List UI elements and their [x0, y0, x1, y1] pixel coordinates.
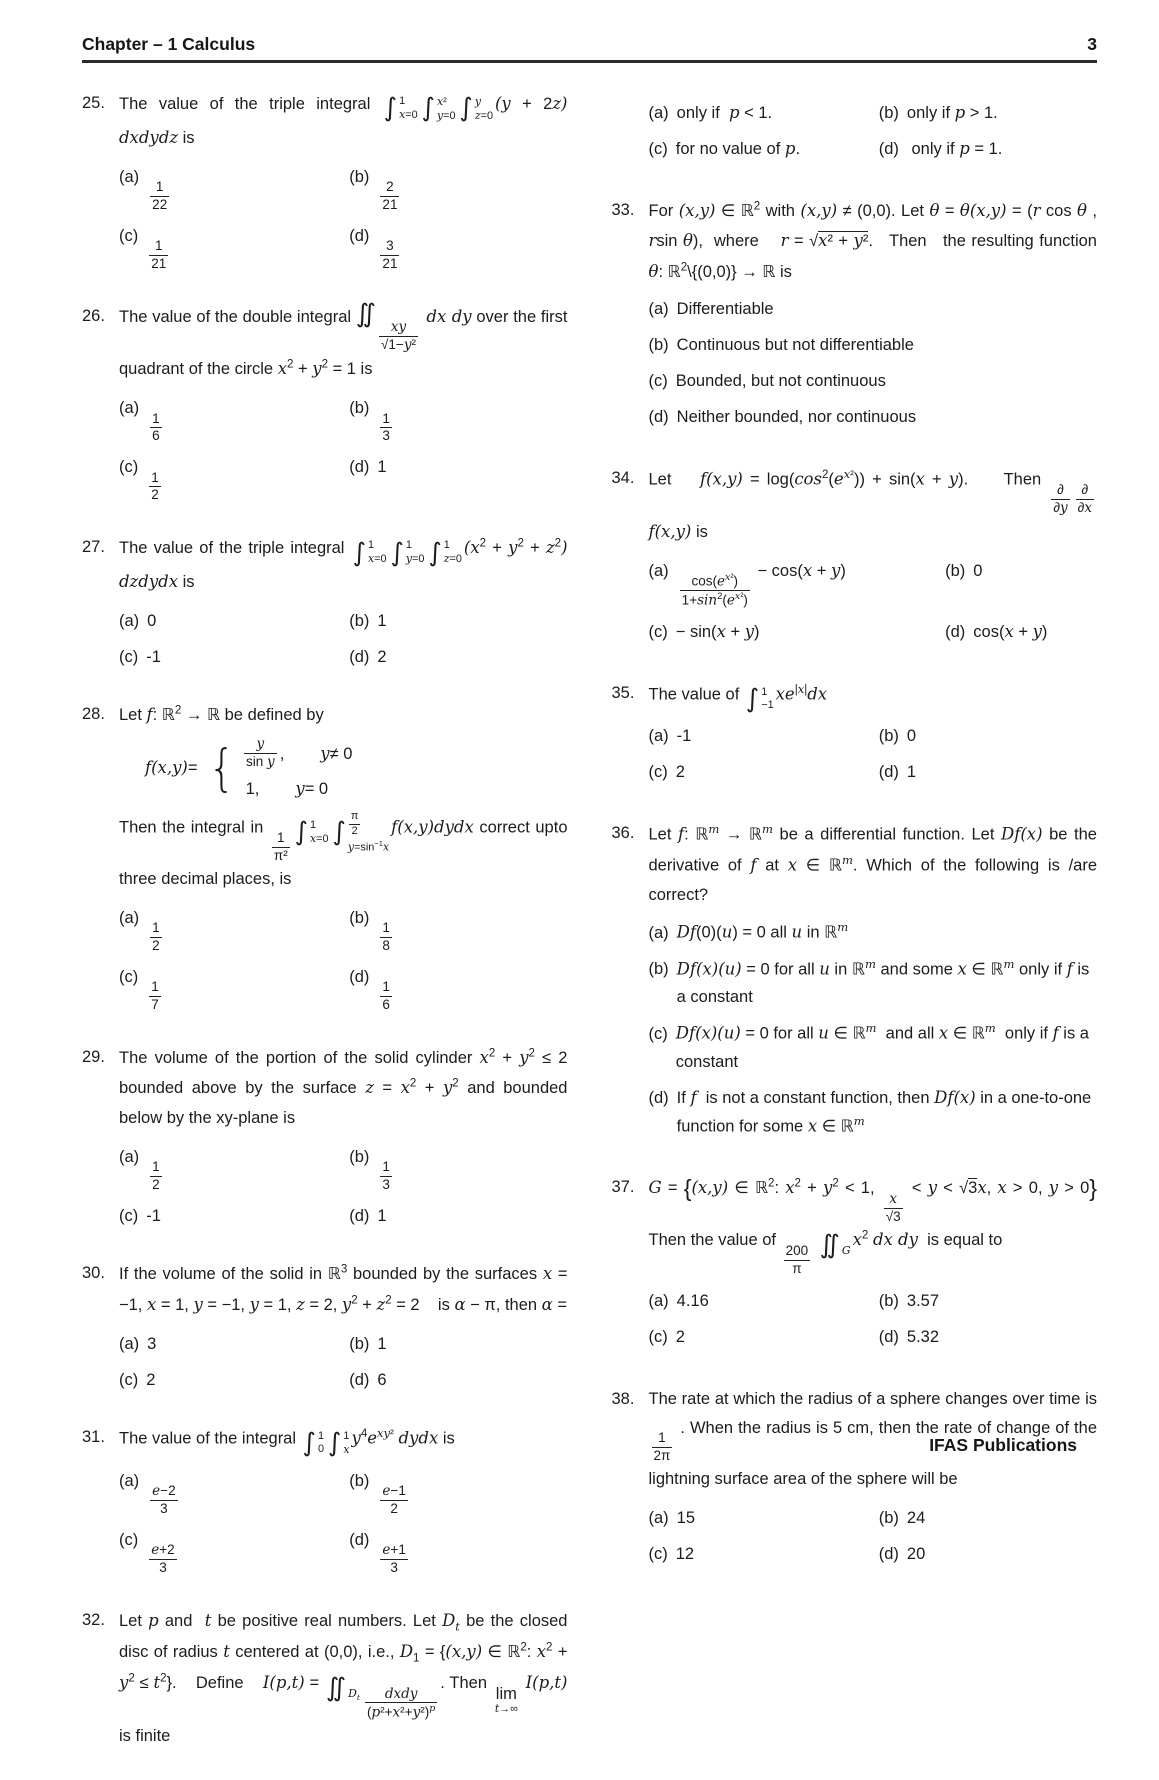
option-label: (b): [878, 726, 899, 745]
option-label: (b): [349, 1334, 370, 1353]
option: [119, 1202, 337, 1230]
option: [649, 918, 1098, 947]
option: [349, 1143, 567, 1194]
option: [349, 1526, 567, 1577]
option-label: (c): [648, 622, 668, 641]
column-left: [82, 89, 568, 1780]
question-body: [119, 299, 568, 504]
option-text: $\frac{e-2}{3}$: [152, 1482, 176, 1516]
option: [119, 643, 337, 671]
question-number: [612, 89, 649, 163]
content-columns: [82, 89, 1097, 1780]
option-label: (c): [648, 1024, 668, 1043]
option-label: (d): [349, 647, 370, 666]
question: [612, 1173, 1098, 1351]
question: [612, 679, 1098, 786]
option-text: 6: [377, 1371, 387, 1390]
option-text: 2: [675, 1328, 685, 1347]
page-number: 3: [1087, 34, 1097, 54]
option-text: Differentiable: [676, 300, 774, 319]
question-number: 31.: [82, 1428, 105, 1447]
option-text: 0: [147, 611, 157, 630]
options: [119, 155, 568, 273]
question-number: 26.: [82, 307, 105, 325]
option-text: $\frac{1}{6}$: [382, 979, 390, 1013]
option-label: (c): [648, 1545, 668, 1564]
option-label: (a): [119, 1334, 140, 1353]
option-label: (a): [119, 1471, 140, 1490]
option-label: (c): [119, 1530, 139, 1549]
question-text: The value of ∫ 1 −1 $xe^{|x|}dx$: [648, 681, 828, 714]
question-text: The value of the integral ∫ 1 0 ∫ 1 x $y^4e^{xy^2}$ dydx is: [119, 1426, 455, 1458]
option-label: (c): [648, 762, 668, 781]
option-label: (a): [119, 611, 140, 630]
options: [119, 896, 568, 1014]
question: [612, 819, 1098, 1140]
option-label: (c): [119, 1371, 139, 1390]
question-body: [119, 89, 568, 273]
option: [879, 1287, 1097, 1315]
option-label: (c): [119, 1207, 139, 1226]
option-text: $\frac{1}{7}$: [151, 979, 159, 1013]
option-text: 15: [676, 1509, 696, 1528]
option-text: $\frac{e-1}{2}$: [382, 1482, 406, 1516]
option: [119, 394, 337, 445]
option-text: $\frac{1}{21}$: [151, 238, 167, 272]
option-text: 5.32: [906, 1328, 940, 1347]
option-text: 3: [147, 1334, 157, 1353]
option: [879, 758, 1097, 786]
option-text: $\frac{\cos(e^{x^2})}{1+\sin^2(e^{x^2})}$ − cos(x + y): [681, 561, 846, 609]
option-text: Df(0)(u) = 0 all u in ℝ$^m$: [676, 920, 849, 942]
option-label: (c): [648, 1328, 668, 1347]
option-label: (b): [349, 611, 370, 630]
question-text: Let $f(x,y) = \log(\cos^2(e^{x^2})) + \sin(x + y)$. Then $\frac{\partial}{\partial y}$ $\frac{\partial}{\partial x}$ f(x,y) is: [648, 467, 1092, 541]
option-label: (b): [648, 960, 669, 979]
question-number: 29.: [82, 1048, 105, 1067]
question-body: [119, 700, 568, 1014]
option-label: (d): [349, 1207, 370, 1226]
question-number: 30.: [82, 1264, 105, 1283]
option-text: 1: [377, 611, 387, 630]
option: [879, 99, 1097, 127]
option: [119, 1366, 337, 1394]
option-label: (b): [349, 168, 370, 186]
option: [119, 222, 337, 273]
option-label: (a): [119, 168, 140, 186]
option: [349, 453, 567, 504]
question-text: The value of the double integral ∬ $\frac{xy}{\text{√1−y²}}$ dx dy over the first quadrant of the circle $x^2 + y^2 = 1$ is: [119, 299, 568, 378]
option-text: $\frac{1}{6}$: [152, 410, 160, 444]
options: [649, 295, 1098, 431]
question-number: 28.: [82, 704, 105, 723]
option-text: 3.57: [906, 1292, 940, 1311]
option-text: $\frac{2}{21}$: [382, 179, 398, 213]
option-label: (a): [648, 300, 669, 319]
publisher-name: IFAS Publications: [929, 1435, 1077, 1455]
options: [649, 1496, 1098, 1568]
question: [612, 89, 1098, 163]
question-text: If the volume of the solid in ℝ$^3$ bounded by the surfaces x = −1, x = 1, y = −1, y = 1, z = 2, $y^2 + z^2 = 2$ is α − π, then α =: [119, 1263, 568, 1314]
option-label: (b): [878, 1292, 899, 1311]
option: [649, 367, 1098, 395]
option: [649, 331, 1098, 359]
option-text: 1: [377, 458, 387, 477]
question: [82, 89, 568, 273]
option-label: (b): [349, 1148, 370, 1167]
option-label: (b): [878, 1509, 899, 1528]
question-text: The rate at which the radius of a sphere changes over time is $\frac{1}{2\pi}$ . When the radius is 5 cm, then the rate of change of the lightning surface area of the sphere will be: [648, 1389, 1097, 1488]
option-text: $\frac{1}{3}$: [382, 410, 390, 444]
question: [82, 1259, 568, 1394]
option: [119, 607, 337, 635]
question: [82, 299, 568, 504]
option: [119, 963, 337, 1014]
option: [649, 403, 1098, 431]
option-label: (d): [878, 140, 899, 159]
option-text: -1: [676, 726, 692, 745]
option: [649, 1540, 867, 1568]
option: [349, 222, 567, 273]
option: [649, 722, 867, 750]
option-label: (d): [648, 1088, 669, 1107]
option-text: 20: [906, 1545, 926, 1564]
options: [119, 1322, 568, 1394]
option: [649, 618, 938, 646]
question-body: [649, 196, 1098, 431]
column-right: [612, 89, 1098, 1780]
option-label: (d): [878, 1328, 899, 1347]
question-text: The volume of the portion of the solid cylinder $x^2 + y^2 \le 2$ bounded above by the surface $z = x^2 + y^2$ and bounded below by the xy-plane is: [119, 1047, 568, 1127]
options: [649, 1279, 1098, 1351]
question: [82, 533, 568, 671]
option-text: $\frac{1}{2}$: [152, 920, 160, 954]
option-label: (a): [648, 562, 669, 581]
option: [119, 1330, 337, 1358]
page-header: [82, 34, 1097, 63]
question-body: [649, 89, 1098, 163]
option-text: cos(x + y): [973, 621, 1048, 641]
question-body: [119, 533, 568, 671]
question-equation: f(x,y) = { $\frac{y}{\text{sin y}}$ , y ≠ 0 1, y = 0: [145, 736, 353, 799]
question-body: [119, 1259, 568, 1394]
question-text: Let f: ℝ$^2$ → ℝ be defined by: [119, 704, 324, 724]
option: [879, 135, 1097, 163]
question-text: Let p and t be positive real numbers. Let $D_t$ be the closed disc of radius t centered at (0,0), i.e., $D_1 = \{(x,y)$ ∈ ℝ$^2$: $x^2 + y^2 \le t^2$}. Define I(p,t) = ∬ $D_t$ $\frac{\text{dxdy}}{(p^2+x^2+y^2)^p}$ . Then lim t→∞ I(p,t) is finite: [119, 1610, 568, 1745]
option: [349, 1366, 567, 1394]
option: [349, 163, 567, 214]
option-label: (c): [648, 372, 668, 391]
option: [119, 1526, 337, 1577]
option-text: $\frac{1}{2}$: [151, 469, 159, 503]
option-text: $\frac{3}{21}$: [382, 238, 398, 272]
option: [649, 557, 938, 610]
option-label: (c): [119, 647, 139, 666]
option-label: (d): [648, 408, 669, 427]
options: [649, 91, 1098, 163]
option-label: (d): [349, 458, 370, 477]
option-text: 2: [146, 1371, 156, 1390]
option-text: $\frac{e+2}{3}$: [151, 1541, 175, 1575]
option-label: (d): [878, 762, 899, 781]
option-text: 1: [377, 1334, 387, 1353]
option-text: -1: [146, 1207, 161, 1226]
option: [649, 1084, 1098, 1141]
option-label: (b): [349, 399, 370, 418]
question-number: 27.: [82, 538, 105, 557]
option: [119, 453, 337, 504]
option-text: $\frac{1}{22}$: [152, 179, 168, 213]
option: [649, 135, 867, 163]
question-text: Let f: ℝ$^m$ → ℝ$^m$ be a differential function. Let Df(x) be the derivative of f at x ∈ ℝ$^m$. Which of the following is /are correct?: [648, 822, 1098, 904]
question-number: 33.: [611, 201, 635, 220]
option-label: (b): [945, 562, 966, 581]
option-text: -1: [146, 647, 161, 666]
option-label: (a): [119, 1148, 140, 1167]
question-text: The value of the triple integral ∫ 1 x=0 ∫ x² y=0 ∫ y z=0 (y + 2z) dxdydz is: [119, 93, 568, 147]
option: [649, 1323, 867, 1351]
option-text: for no value of p.: [675, 139, 801, 159]
option-label: (b): [349, 909, 370, 928]
option-text: $\frac{1}{3}$: [382, 1159, 390, 1193]
option-text: $\frac{1}{8}$: [382, 920, 390, 954]
question-text: Then the integral in $\frac{1}{\text{π²}}$ ∫ 1 x=0 ∫ $\frac{\pi}{2}$ $y=\sin^{-1}x$ f(x,y)dydx correct upto three decimal places, is: [119, 810, 568, 888]
option: [649, 1287, 867, 1315]
option: [879, 1540, 1097, 1568]
question-body: [649, 819, 1098, 1140]
option-text: 1: [906, 762, 917, 781]
option-text: $\frac{1}{2}$: [152, 1159, 160, 1193]
question: [612, 1385, 1098, 1569]
option-label: (d): [878, 1545, 899, 1564]
question-body: [649, 679, 1098, 786]
option: [649, 1019, 1098, 1076]
option: [879, 1323, 1097, 1351]
option-text: 12: [675, 1545, 695, 1564]
question-body: [649, 1385, 1098, 1569]
option-label: (a): [648, 1292, 669, 1311]
option-label: (d): [349, 227, 370, 245]
question: [82, 700, 568, 1014]
option: [119, 1467, 337, 1518]
question-body: [649, 464, 1098, 645]
option: [945, 618, 1097, 646]
option-label: (b): [878, 104, 899, 122]
chapter-title: Chapter – 1 Calculus: [82, 34, 256, 54]
option: [349, 1202, 567, 1230]
option-label: (d): [945, 622, 966, 641]
option-label: (c): [648, 140, 668, 159]
option: [945, 557, 1097, 610]
question-text: The value of the triple integral ∫ 1 x=0 ∫ 1 y=0 ∫ 1 z=0 $(x^2 + y^2 + z^2)$ dzdydx is: [119, 537, 568, 591]
option-label: (a): [648, 104, 669, 122]
option: [349, 643, 567, 671]
option-text: Bounded, but not continuous: [675, 372, 886, 391]
question-number: 36.: [611, 824, 635, 842]
question-number: 25.: [82, 94, 105, 112]
option: [119, 163, 337, 214]
option-text: 1: [377, 1207, 387, 1226]
option-text: only if p < 1.: [676, 103, 773, 122]
question-number: 38.: [611, 1389, 635, 1408]
option-label: (a): [119, 909, 140, 928]
option-label: (b): [349, 1471, 370, 1490]
question-number: 34.: [611, 469, 635, 488]
option-label: (b): [648, 336, 669, 355]
option-label: (d): [349, 1371, 370, 1390]
options: [119, 599, 568, 671]
option: [649, 295, 1098, 323]
option-text: 2: [377, 647, 387, 666]
option-text: 0: [906, 726, 917, 745]
option-label: (a): [648, 923, 669, 942]
option: [879, 722, 1097, 750]
option: [879, 1504, 1097, 1532]
option: [649, 758, 867, 786]
question-number: 35.: [611, 683, 635, 702]
question-number: 37.: [611, 1178, 635, 1197]
page-footer: [929, 1435, 1077, 1456]
option: [349, 963, 567, 1014]
options: [649, 714, 1098, 786]
option-text: If f is not a constant function, then Df(x) in a one-to-one function for some x ∈ ℝ$^m$: [676, 1087, 1092, 1136]
options: [119, 1459, 568, 1577]
option-label: (c): [119, 458, 139, 477]
option: [649, 99, 867, 127]
option-label: (a): [648, 726, 669, 745]
option-label: (c): [119, 968, 139, 987]
option: [349, 904, 567, 955]
question: [612, 196, 1098, 431]
option-text: − sin(x + y): [675, 621, 760, 641]
question: [612, 464, 1098, 645]
option-text: Neither bounded, nor continuous: [676, 408, 917, 427]
option: [119, 1143, 337, 1194]
option-text: only if p > 1.: [906, 103, 998, 122]
question-body: [649, 1173, 1098, 1351]
option-text: 24: [906, 1509, 926, 1528]
question-text: For (x,y) ∈ ℝ$^2$ with (x,y) ≠ (0,0). Let θ = θ(x,y) = (r cos θ , rsin θ), where r = √x² + y². Then the resulting function θ: ℝ$^2$\{(0,0)} → ℝ is: [648, 200, 1098, 281]
option-text: 0: [973, 562, 983, 581]
options: [649, 918, 1098, 1140]
option-label: (a): [648, 1509, 669, 1528]
option: [649, 955, 1098, 1012]
option: [649, 1504, 867, 1532]
option: [119, 904, 337, 955]
question-number: 32.: [82, 1610, 105, 1629]
options: [119, 386, 568, 504]
option: [349, 607, 567, 635]
question-body: [119, 1606, 568, 1752]
option: [349, 394, 567, 445]
question-text: G = {(x,y) ∈ ℝ$^2$: $x^2 + y^2 < 1$, $\frac{x}{√3}$ < y < √3x, x > 0, y > 0} Then the value of $\frac{200}{\pi}$ ∬ G $x^2$ dx dy is equal to: [648, 1175, 1097, 1276]
option-text: 4.16: [676, 1292, 709, 1311]
question: [82, 1043, 568, 1230]
question-body: [119, 1043, 568, 1230]
option-text: only if p = 1.: [906, 139, 1003, 159]
option: [349, 1330, 567, 1358]
option-text: Df(x)(u) = 0 for all u in ℝ$^m$ and some x ∈ ℝ$^m$ only if f is a constant: [676, 956, 1090, 1007]
option-text: 2: [675, 762, 685, 781]
question: [82, 1606, 568, 1752]
option-label: (a): [119, 399, 140, 418]
option-text: Continuous but not differentiable: [676, 336, 914, 355]
option-label: (d): [349, 1530, 370, 1549]
option-label: (d): [349, 968, 370, 987]
options: [649, 549, 1098, 646]
option-text: Df(x)(u) = 0 for all u ∈ ℝ$^m$ and all x ∈ ℝ$^m$ only if f is a constant: [675, 1021, 1089, 1071]
option-label: (c): [119, 227, 139, 245]
options: [119, 1135, 568, 1230]
option: [349, 1467, 567, 1518]
option-text: $\frac{e+1}{3}$: [382, 1541, 406, 1575]
